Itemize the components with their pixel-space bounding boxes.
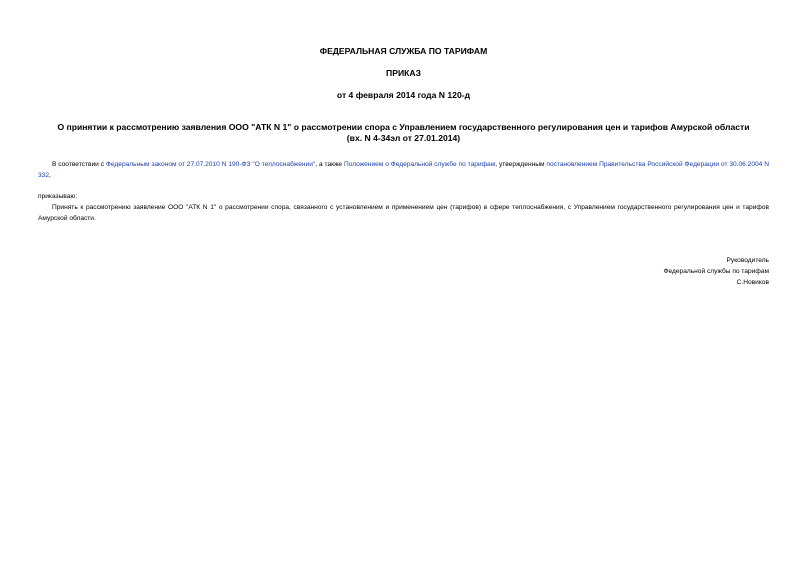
signature-block xyxy=(664,255,770,288)
preamble-middle-2: , утвержденным xyxy=(495,161,547,168)
preamble-prefix: В соответствии с xyxy=(52,161,106,168)
preamble-suffix: , xyxy=(49,171,51,179)
federal-law-link[interactable]: Федеральным законом от 27.07.2010 N 190-ФЗ "О теплоснабжении" xyxy=(105,161,316,168)
document-title xyxy=(36,122,771,144)
signatory-name: С.Новиков xyxy=(736,279,769,286)
order-word: приказываю: xyxy=(38,193,78,200)
regulation-link[interactable]: Положением о Федеральной службе по тарифам xyxy=(343,161,496,168)
document-type-heading: ПРИКАЗ xyxy=(386,68,421,78)
document-date-number: от 4 февраля 2014 года N 120-д xyxy=(336,90,471,100)
agency-heading: ФЕДЕРАЛЬНАЯ СЛУЖБА ПО ТАРИФАМ xyxy=(319,46,488,56)
preamble-middle-1: , а также xyxy=(315,161,344,168)
government-decree-link[interactable]: постановлением Правительства Российской Федерации от 30.06.2004 N 332 xyxy=(38,161,769,179)
preamble-paragraph xyxy=(38,160,769,181)
signatory-position: Руководитель xyxy=(726,257,769,264)
document-title-line-2: (вх. N 4-34эл от 27.01.2014) xyxy=(346,133,461,143)
order-paragraph: Принять к рассмотрению заявление ООО "АТК N 1" о рассмотрении спора, связанного с установлением и применением цен (тарифов) в сфере теплоснабжения, с Управлением государственного регулирования цен и тарифов Амурской области. xyxy=(38,204,769,222)
document-title-line-1: О принятии к рассмотрению заявления ООО "АТК N 1" о рассмотрении спора с Управлением государственного регулирования цен и тарифов Амурской области xyxy=(57,122,750,132)
signatory-organization: Федеральной службы по тарифам xyxy=(663,268,769,275)
